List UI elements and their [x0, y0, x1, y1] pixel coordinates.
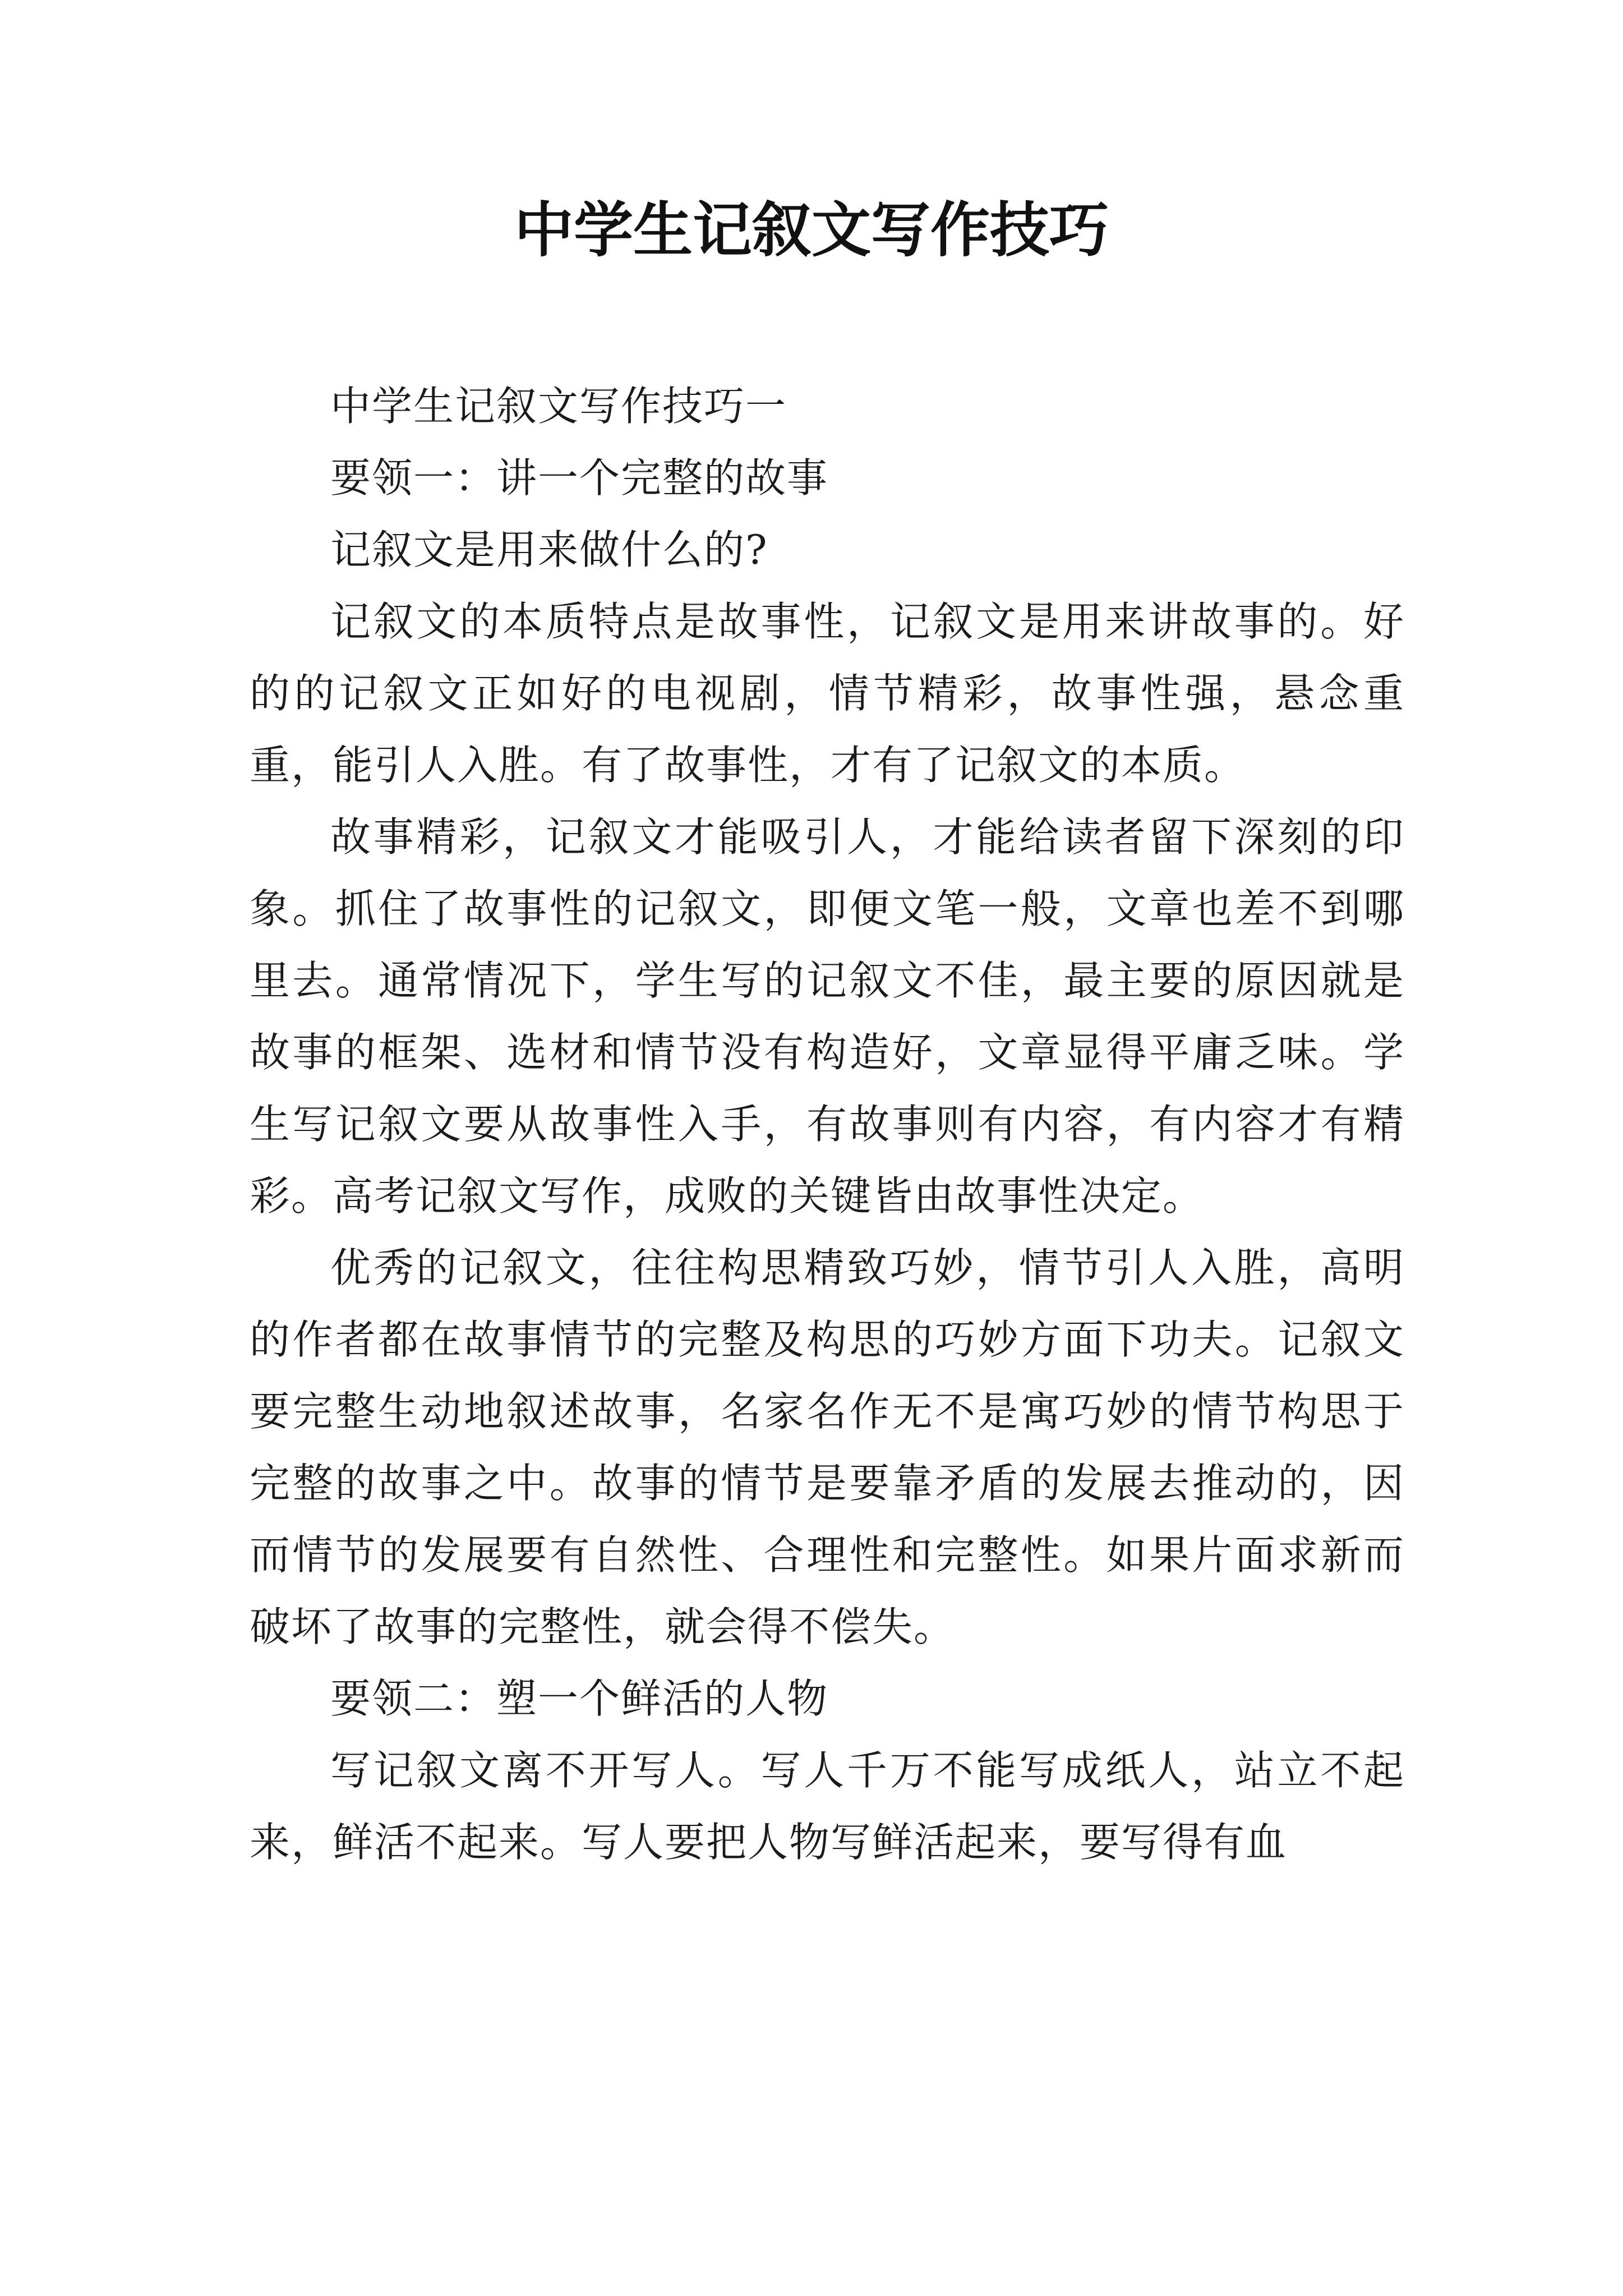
paragraph-heading-1: 要领一：讲一个完整的故事 [330, 454, 829, 501]
paragraph-heading-2: 要领二：塑一个鲜活的人物 [330, 1675, 829, 1722]
paragraph: 记叙文是用来做什么的? [330, 526, 768, 573]
paragraph-subtitle: 中学生记叙文写作技巧一 [330, 383, 787, 430]
paragraph: 写记叙文离不开写人。写人千万不能写成纸人，站立不起来，鲜活不起来。写人要把人物写鲜活起来，要写得有血 [250, 1747, 1405, 1866]
paragraph: 故事精彩，记叙文才能吸引人，才能给读者留下深刻的印象。抓住了故事性的记叙文，即便文笔一般，文章也差不到哪里去。通常情况下，学生写的记叙文不佳，最主要的原因就是故事的框架、选材和情节没有构造好，文章显得平庸乏味。学生写记叙文要从故事性入手，有故事则有内容，有内容才有精彩。高考记叙文写作，成败的关键皆由故事性决定。 [250, 813, 1405, 1220]
document-body [250, 370, 1405, 1878]
paragraph: 优秀的记叙文，往往构思精致巧妙，情节引人入胜，高明的作者都在故事情节的完整及构思的巧妙方面下功夫。记叙文要完整生动地叙述故事，名家名作无不是寓巧妙的情节构思于完整的故事之中。故事的情节是要靠矛盾的发展去推动的，因而情节的发展要有自然性、合理性和完整性。如果片面求新而破坏了故事的完整性，就会得不偿失。 [250, 1244, 1405, 1650]
paragraph: 记叙文的本质特点是故事性，记叙文是用来讲故事的。好的的记叙文正如好的电视剧，情节精彩，故事性强，悬念重重，能引人入胜。有了故事性，才有了记叙文的本质。 [250, 598, 1405, 789]
document-title: 中学生记叙文写作技巧 [514, 195, 1109, 265]
